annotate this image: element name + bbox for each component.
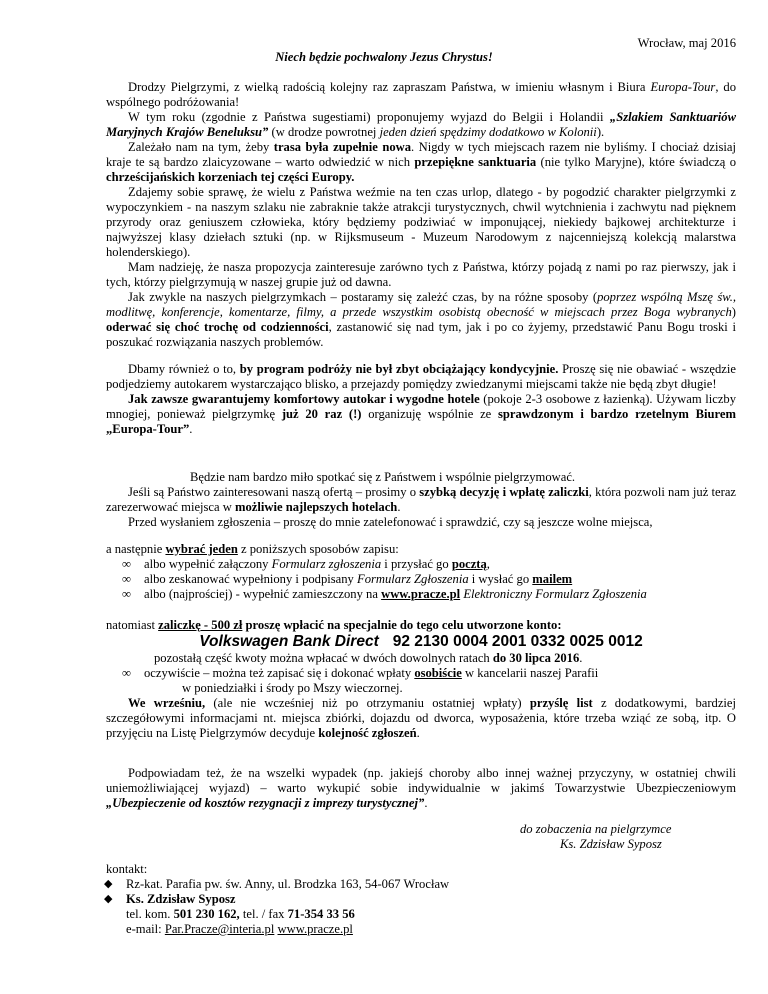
paragraph-intro: Drodzy Pielgrzymi, z wielką radością kolejny raz zapraszam Państwa, w imieniu własnym i Biura Europa-Tour, do wspólnego podróżowania!	[106, 80, 736, 109]
date-line: Wrocław, maj 2016	[637, 36, 736, 50]
contact-label: kontakt:	[106, 862, 148, 876]
deposit-line: natomiast zaliczkę - 500 zł proszę wpłacić na specjalnie do tego celu utworzone konto:	[106, 618, 562, 632]
paragraph-hotels: Jak zawsze gwarantujemy komfortowy autokar i wygodne hotele (pokoje 2-3 osobowe z łazienką). Używam liczby mnogiej, ponieważ pielgrzymkę już 20 raz (!) organizuję wspólnie ze sprawdzonym i bardzo rzetelnym Biurem „Europa-Tour”.	[106, 392, 737, 436]
mobile-number[interactable]: 501 230 162,	[173, 907, 240, 921]
signup-options	[106, 542, 736, 602]
website-link[interactable]: www.pracze.pl	[381, 587, 461, 601]
bank-name: Volkswagen Bank Direct	[199, 633, 379, 650]
payment-section	[106, 618, 736, 741]
paragraph-trip: W tym roku (zgodnie z Państwa sugestiami) proponujemy wyjazd do Belgii i Holandii „Szlakiem Sanktuariów Maryjnych Krajów Beneluksu” (w drodze powrotnej jeden dzień spędzimy dodatkowo w Kolonii).	[106, 110, 736, 139]
letter-body-invite	[106, 470, 736, 530]
contact-phone: tel. kom. 501 230 162, tel. / fax 71-354 33 56	[126, 907, 355, 921]
signature-greeting: do zobaczenia na pielgrzymce	[520, 822, 672, 836]
bank-account	[106, 633, 736, 651]
signature-name: Ks. Zdzisław Syposz	[560, 837, 662, 851]
letter-body-top	[106, 80, 736, 350]
letter-body-comfort	[106, 362, 736, 437]
paragraph-call: Przed wysłaniem zgłoszenia – proszę do mnie zatelefonować i sprawdzić, czy są jeszcze wolne miejsca,	[128, 515, 653, 529]
greeting: Niech będzie pochwalony Jezus Chrystus!	[275, 50, 493, 64]
option-mail: ∞ albo wypełnić załączony Formularz zgłoszenia i przysłać go pocztą,	[122, 557, 490, 571]
option-online: ∞ albo (najprościej) - wypełnić zamieszczony na www.pracze.pl Elektroniczny Formularz Zgłoszenia	[122, 587, 647, 601]
option-email: ∞ albo zeskanować wypełniony i podpisany Formularz Zgłoszenia i wysłać go mailem	[122, 572, 573, 586]
paragraph-hope: Mam nadzieję, że nasza propozycja zainteresuje zarówno tych z Państwa, którzy pojadą z nami po raz pierwszy, jak i tych, którzy pielgrzymują w naszej grupie już od dawna.	[106, 260, 736, 289]
contact-parish: ◆ Rz-kat. Parafia pw. św. Anny, ul. Brodzka 163, 54-067 Wrocław	[104, 877, 450, 891]
in-person-option: ∞ oczywiście – można też zapisać się i dokonać wpłaty osobiście w kancelarii naszej Parafii	[122, 666, 599, 680]
paragraph-attractions: Zdajemy sobie sprawę, że wielu z Państwa weźmie na ten czas urlop, dlatego - by pogodzić charakter pielgrzymki z wypoczynkiem - na naszym szlaku nie zabraknie także atrakcji turystycznych, chwil wytchnienia i zachwytu nad pięknem przyrody oraz geniuszem człowieka, który będziemy podziwiać w imponującej, niekiedy bajkowej architekturze i najwyższej klasy dziełach sztuki (np. w Rijksmuseum - Muzeum Narodowym z najcenniejszą kolekcją malarstwa holenderskiego).	[106, 185, 736, 259]
bank-account-number: 92 2130 0004 2001 0332 0025 0012	[392, 633, 643, 650]
diamond-bullet-icon: ◆	[104, 893, 113, 905]
contact-person: ◆ Ks. Zdzisław Syposz	[104, 892, 236, 906]
paragraph-september: We wrześniu, (ale nie wcześniej niż po otrzymaniu ostatniej wpłaty) przyślę list z dodatkowymi, bardziej szczegółowymi informacjami nt. miejsca zbiórki, dojazdu od dworca, wyposażenia, które trzeba wziąć ze sobą, itp. O przyjęciu na Listę Pielgrzymów decyduje kolejność zgłoszeń.	[106, 696, 737, 740]
installments-line: pozostałą część kwoty można wpłacać w dwóch dowolnych ratach do 30 lipca 2016.	[154, 651, 583, 665]
insurance-section	[106, 766, 736, 811]
paragraph-meet: Będzie nam bardzo miło spotkać się z Państwem i wspólnie pielgrzymować.	[190, 470, 576, 484]
paragraph-spiritual: Jak zwykle na naszych pielgrzymkach – postaramy się zależć czas, by na różne sposoby (poprzez wspólną Mszę św., modlitwę, konferencje, komentarze, filmy, a przede wszystkim osobistą obecność w miejscach przez Boga wybranych) oderwać się choć trochę od codzienności, zastanowić się nad tym, jak i po co żyjemy, przedstawić Panu Bogu troski i poszukać rozwiązania naszych problemów.	[106, 290, 737, 349]
infinity-bullet-icon: ∞	[122, 587, 131, 601]
paragraph-decision: Jeśli są Państwo zainteresowani naszą ofertą – prosimy o szybką decyzję i wpłatę zaliczki, która pozwoli nam już teraz zarezerwować miejsca w możliwie najlepszych hotelach.	[106, 485, 736, 514]
website-link[interactable]: www.pracze.pl	[277, 922, 353, 936]
paragraph-insurance: Podpowiadam też, że na wszelki wypadek (np. jakiejś choroby albo innej ważnej przyczyny, w ostatniej chwili uniemożliwiającej wyjazd) – warto wykupić sobie indywidualnie w jakimś Towarzystwie Ubezpieczeniowym „Ubezpieczenie od kosztów rezygnacji z imprezy turystycznej”.	[106, 766, 736, 810]
diamond-bullet-icon: ◆	[104, 878, 113, 890]
email-link[interactable]: Par.Pracze@interia.pl	[164, 922, 275, 936]
paragraph-program: Dbamy również o to, by program podróży nie był zbyt obciążający kondycyjnie. Proszę się nie obawiać - wszędzie podjedziemy autokarem wystarczająco blisko, a przejazdy pomiędzy zwiedzanymi miejscami także nie będą zbyt długie!	[106, 362, 736, 391]
contact-block	[106, 862, 666, 937]
infinity-bullet-icon: ∞	[122, 572, 131, 586]
infinity-bullet-icon: ∞	[122, 666, 131, 680]
fax-number[interactable]: 71-354 33 56	[287, 907, 355, 921]
paragraph-route: Zależało nam na tym, żeby trasa była zupełnie nowa. Nigdy w tych miejscach razem nie byliśmy. I chociaż dzisiaj kraje te są bardzo zlaicyzowane – warto odwiedzić w nich przepiękne sanktuaria (nie tylko Maryjne), które świadczą o chrześcijańskich korzeniach tej części Europy.	[106, 140, 737, 184]
contact-email: e-mail: Par.Pracze@interia.pl www.pracze.pl	[126, 922, 353, 936]
office-hours: w poniedziałki i środy po Mszy wieczornej.	[182, 681, 403, 695]
options-intro: a następnie wybrać jeden z poniższych sposobów zapisu:	[106, 542, 399, 556]
signature	[520, 822, 671, 852]
infinity-bullet-icon: ∞	[122, 557, 131, 571]
